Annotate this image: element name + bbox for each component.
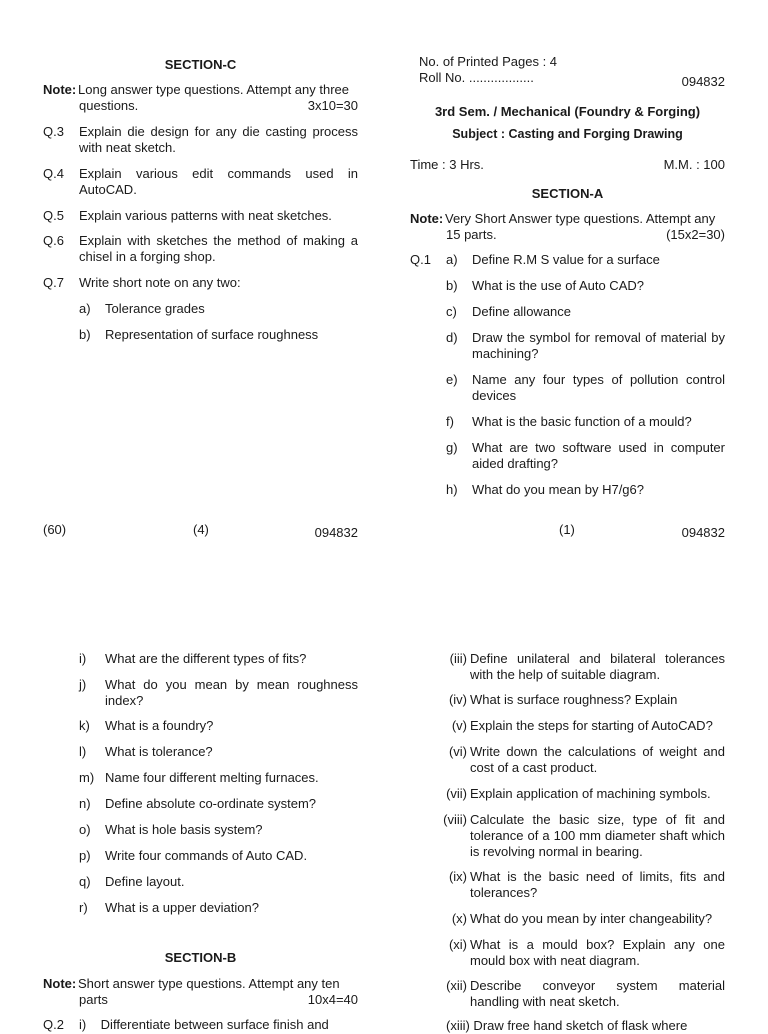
question-text: Explain with sketches the method of making a chisel in a forging shop. bbox=[79, 233, 358, 264]
item-text: What is hole basis system? bbox=[105, 822, 263, 837]
question-2-first-line: i) Differentiate between surface finish and bbox=[79, 1017, 329, 1032]
note-b-line2: parts bbox=[79, 992, 108, 1007]
item-label: e) bbox=[446, 372, 458, 387]
max-marks: M.M. : 100 bbox=[663, 157, 725, 172]
item-label: n) bbox=[79, 796, 91, 811]
item-label: a) bbox=[446, 252, 458, 267]
note-c-line1: Long answer type questions. Attempt any three bbox=[78, 82, 350, 97]
item-text: Explain the steps for starting of AutoCAD? bbox=[470, 718, 713, 733]
question-text: Explain various edit commands used in AutoCAD. bbox=[79, 166, 358, 197]
item-text: Name four different melting furnaces. bbox=[105, 770, 319, 785]
question-number: Q.5 bbox=[43, 208, 64, 223]
footer-page: (4) bbox=[193, 522, 209, 537]
item-text: Write four commands of Auto CAD. bbox=[105, 848, 308, 863]
page-2-column bbox=[43, 0, 358, 1032]
item-text: What is a mould box? Explain any one mould box with neat diagram. bbox=[470, 937, 725, 968]
item-text: What is the use of Auto CAD? bbox=[472, 278, 644, 293]
item-text: What is the basic function of a mould? bbox=[472, 414, 692, 429]
footer-code: 094832 bbox=[681, 525, 725, 540]
item-text: Define R.M S value for a surface bbox=[472, 252, 660, 267]
item-text: What are two software used in computer aided drafting? bbox=[472, 440, 725, 471]
item-label: (x) bbox=[451, 911, 467, 926]
item-label: m) bbox=[79, 770, 95, 785]
question-number: Q.3 bbox=[43, 124, 64, 139]
item-text: Define allowance bbox=[472, 304, 572, 319]
item-text: Define unilateral and bilateral tolerances with the help of suitable diagram. bbox=[470, 651, 725, 682]
footer-page: (1) bbox=[559, 522, 575, 537]
section-a-heading: SECTION-A bbox=[531, 186, 604, 201]
note-a-marks: (15x2=30) bbox=[666, 227, 725, 242]
question-number: Q.1 bbox=[410, 252, 431, 267]
note-label: Note: bbox=[43, 976, 77, 991]
printed-pages: No. of Printed Pages : 4 bbox=[419, 54, 558, 69]
item-text: Name any four types of pollution control devices bbox=[472, 372, 725, 403]
item-text: What do you mean by inter changeability? bbox=[470, 911, 713, 926]
note-a-line1: Very Short Answer type questions. Attempt any bbox=[445, 211, 716, 226]
page-3-column bbox=[410, 0, 725, 1033]
item-text: Calculate the basic size, type of fit and tolerance of a 100 mm diameter shaft which is revolving normal in bearing. bbox=[470, 812, 725, 859]
item-text: What is a foundry? bbox=[105, 718, 214, 733]
item-text: Representation of surface roughness bbox=[105, 327, 319, 342]
item-label: a) bbox=[79, 301, 91, 316]
item-text: Define layout. bbox=[105, 874, 185, 889]
section-b-heading: SECTION-B bbox=[164, 950, 237, 965]
question-text: Write short note on any two: bbox=[79, 275, 241, 290]
question-number: Q.4 bbox=[43, 166, 64, 181]
item-text: Draw the symbol for removal of material by machining? bbox=[472, 330, 725, 361]
question-2-number: Q.2 bbox=[43, 1017, 64, 1032]
note-b-line1: Short answer type questions. Attempt any ten bbox=[78, 976, 340, 991]
item-label: r) bbox=[79, 900, 88, 915]
footer-code: 094832 bbox=[314, 525, 358, 540]
note-a-line2: 15 parts. bbox=[446, 227, 497, 242]
item-label: q) bbox=[79, 874, 91, 889]
item-text: Describe conveyor system material handling with neat sketch. bbox=[470, 978, 725, 1009]
item-label: b) bbox=[446, 278, 458, 293]
time: Time : 3 Hrs. bbox=[410, 157, 484, 172]
item-label: (viii) bbox=[443, 812, 467, 827]
item-label: j) bbox=[79, 677, 87, 692]
item-label: (v) bbox=[451, 718, 467, 733]
note-c-marks: 3x10=30 bbox=[307, 98, 358, 113]
paper-code: 094832 bbox=[681, 74, 725, 89]
item-label: (iv) bbox=[448, 692, 467, 707]
subject-heading: Subject : Casting and Forging Drawing bbox=[452, 127, 683, 141]
item-label: (iii) bbox=[449, 651, 467, 666]
item-text: What is the basic need of limits, fits and tolerances? bbox=[470, 869, 725, 900]
note-c-line2: questions. bbox=[79, 98, 139, 113]
item-text: What do you mean by mean roughness index? bbox=[105, 677, 358, 708]
item-label: o) bbox=[79, 822, 91, 837]
item-label: (ix) bbox=[448, 869, 467, 884]
item-label: (vii) bbox=[446, 786, 467, 801]
roll-no: Roll No. .................. bbox=[419, 70, 534, 85]
item-text: What is surface roughness? Explain bbox=[470, 692, 678, 707]
item-text: Explain application of machining symbols. bbox=[470, 786, 711, 801]
note-label: Note: bbox=[410, 211, 444, 226]
question-number: Q.7 bbox=[43, 275, 64, 290]
note-label: Note: bbox=[43, 82, 77, 97]
question-text: Explain die design for any die casting process with neat sketch. bbox=[79, 124, 358, 155]
item-label: g) bbox=[446, 440, 458, 455]
item-text: What is a upper deviation? bbox=[105, 900, 259, 915]
item-label: l) bbox=[79, 744, 87, 759]
item-text: What is tolerance? bbox=[105, 744, 213, 759]
item-label: (xi) bbox=[448, 937, 467, 952]
question-number: Q.6 bbox=[43, 233, 64, 248]
footer-count: (60) bbox=[43, 522, 67, 537]
question-text: Explain various patterns with neat sketches. bbox=[79, 208, 332, 223]
item-text: What are the different types of fits? bbox=[105, 651, 307, 666]
item-label: f) bbox=[446, 414, 454, 429]
item-label: c) bbox=[446, 304, 457, 319]
note-b-marks: 10x4=40 bbox=[307, 992, 358, 1007]
item-label: p) bbox=[79, 848, 91, 863]
semester-heading: 3rd Sem. / Mechanical (Foundry & Forging) bbox=[434, 104, 701, 119]
section-c-heading: SECTION-C bbox=[164, 57, 237, 72]
item-label: (xii) bbox=[446, 978, 467, 993]
note-b bbox=[43, 976, 358, 1008]
item-label: i) bbox=[79, 651, 87, 666]
item-text: Write down the calculations of weight and cost of a cast product. bbox=[470, 744, 725, 775]
item-text: Tolerance grades bbox=[105, 301, 205, 316]
q2-item-xiii-partial: (xiii) Draw free hand sketch of flask where bbox=[446, 1018, 688, 1033]
item-label: (vi) bbox=[448, 744, 467, 759]
item-label: k) bbox=[79, 718, 90, 733]
item-text: What do you mean by H7/g6? bbox=[472, 482, 644, 497]
item-label: b) bbox=[79, 327, 91, 342]
item-label: h) bbox=[446, 482, 458, 497]
item-label: d) bbox=[446, 330, 458, 345]
item-text: Define absolute co-ordinate system? bbox=[105, 796, 317, 811]
